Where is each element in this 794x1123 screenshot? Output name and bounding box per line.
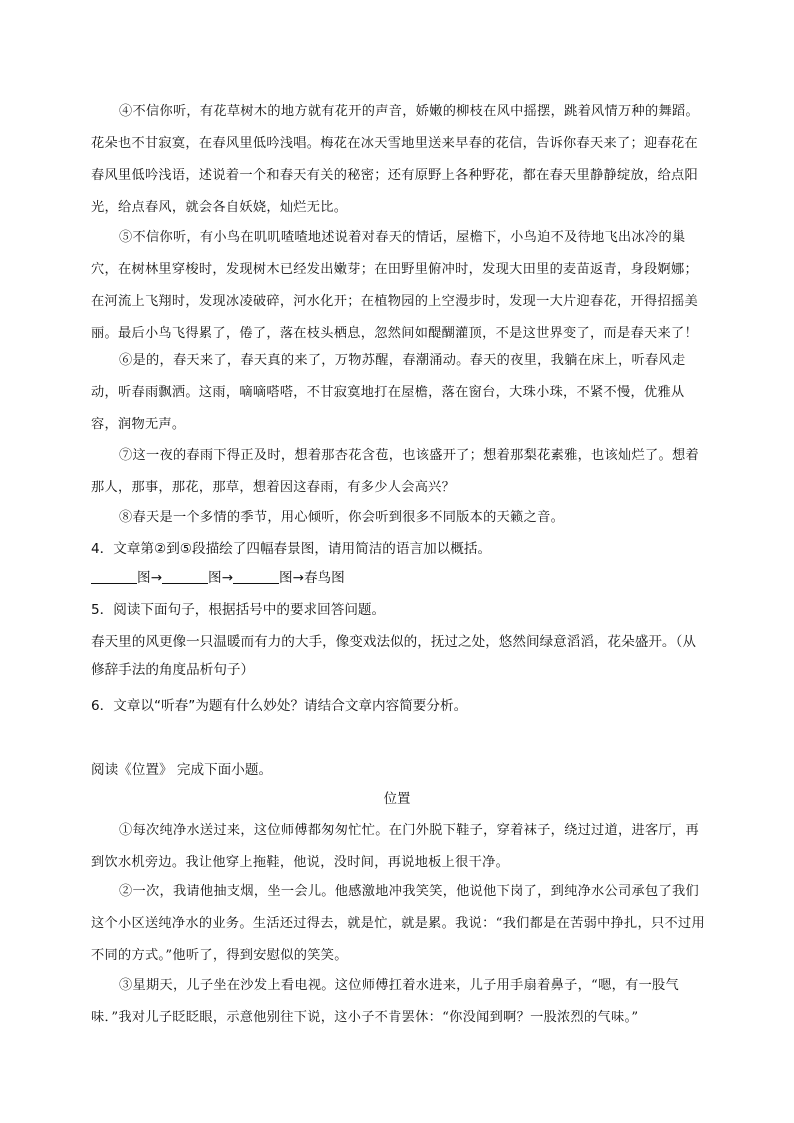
question-4-prompt: 4．文章第②到⑤段描绘了四幅春景图，请用简洁的语言加以概括。 <box>91 541 492 557</box>
passage1-paragraph-8: ⑧春天是一个多情的季节，用心倾听，你会听到很多不同版本的天籁之音。 <box>119 510 565 525</box>
question-6-prompt: 6．文章以“听春”为题有什么妙处？请结合文章内容简要分析。 <box>91 698 468 714</box>
passage1-paragraph-4: ④不信你听，有花草树木的地方就有花开的声音，娇嫩的柳枝在风中摇摆，跳着风情万种的舞蹈。花朵也不甘寂寞，在春风里低吟浅唱。梅花在冰天雪地里送来早春的花信，告诉你春天来了；迎春花在春风里低吟浅语，述说着一个和春天有关的秘密；还有原野上各种野花，都在春天里静静绽放，给点阳光，给点春风，就会各自妖娆，灿烂无比。 <box>91 104 699 215</box>
question-5-prompt: 5．阅读下面句子，根据括号中的要求回答问题。 <box>91 602 386 618</box>
passage1-paragraph-5: ⑤不信你听，有小鸟在叽叽喳喳地述说着对春天的情话，屋檐下，小鸟迫不及待地飞出冰冷的巢穴，在树林里穿梭时，发现树木已经发出嫩芽；在田野里俯冲时，发现大田里的麦苗返青，身段婀娜；在河流上飞翔时，发现冰凌破碎，河水化开；在植物园的上空漫步时，发现一大片迎春花，开得招摇美丽。最后小鸟飞得累了，倦了，落在枝头栖息，忽然间如醍醐灌顶，不是这世界变了，而是春天来了！ <box>91 230 698 341</box>
passage2-intro: 阅读《位置》 完成下面小题。 <box>91 762 273 778</box>
passage2-paragraph-1: ①每次纯净水送过来，这位师傅都匆匆忙忙。在门外脱下鞋子，穿着袜子，绕过过道，进客厅，再到饮水机旁边。我让他穿上拖鞋，他说，没时间，再说地板上很干净。 <box>91 823 699 870</box>
passage1-paragraph-6: ⑥是的，春天来了，春天真的来了，万物苏醒，春潮涌动。春天的夜里，我躺在床上，听春风走动，听春雨飘洒。这雨，嘀嘀嗒嗒，不甘寂寞地打在屋檐，落在窗台，大珠小珠，不紧不慢，优雅从容，润物无声。 <box>91 353 686 432</box>
question-4-answer-line: 图→ 图→ 图→春鸟图 <box>91 564 707 592</box>
passage2-paragraph-2: ②一次，我请他抽支烟，坐一会儿。他感激地冲我笑笑，他说他下岗了，到纯净水公司承包了我们这个小区送纯净水的业务。生活还过得去，就是忙，就是累。我说：“我们都是在苦弱中挣扎，只不过用不同的方式。”他听了，得到安慰似的笑笑。 <box>91 884 705 963</box>
answer-blank-1[interactable] <box>91 567 137 584</box>
answer-blank-3[interactable] <box>233 567 279 584</box>
passage2-paragraph-3: ③星期天，儿子坐在沙发上看电视。这位师傅扛着水进来，儿子用手扇着鼻子，“嗯，有一股气味．”我对儿子眨眨眼，示意他别往下说，这小子不肯罢休：“你没闻到啊？一股浓烈的气味。” <box>91 978 680 1025</box>
passage1-paragraph-7: ⑦这一夜的春雨下得正及时，想着那杏花含苞，也该盛开了；想着那梨花素雅，也该灿烂了。想着那人，那事，那花，那草，想着因这春雨，有多少人会高兴？ <box>91 448 699 495</box>
answer-blank-2[interactable] <box>162 567 208 584</box>
passage2-title: 位置 <box>383 792 411 807</box>
question-5-sentence: 春天里的风更像一只温暖而有力的大手，像变戏法似的，抚过之处，悠然间绿意滔滔，花朵盛开。（从修辞手法的角度品析句子） <box>91 634 696 678</box>
